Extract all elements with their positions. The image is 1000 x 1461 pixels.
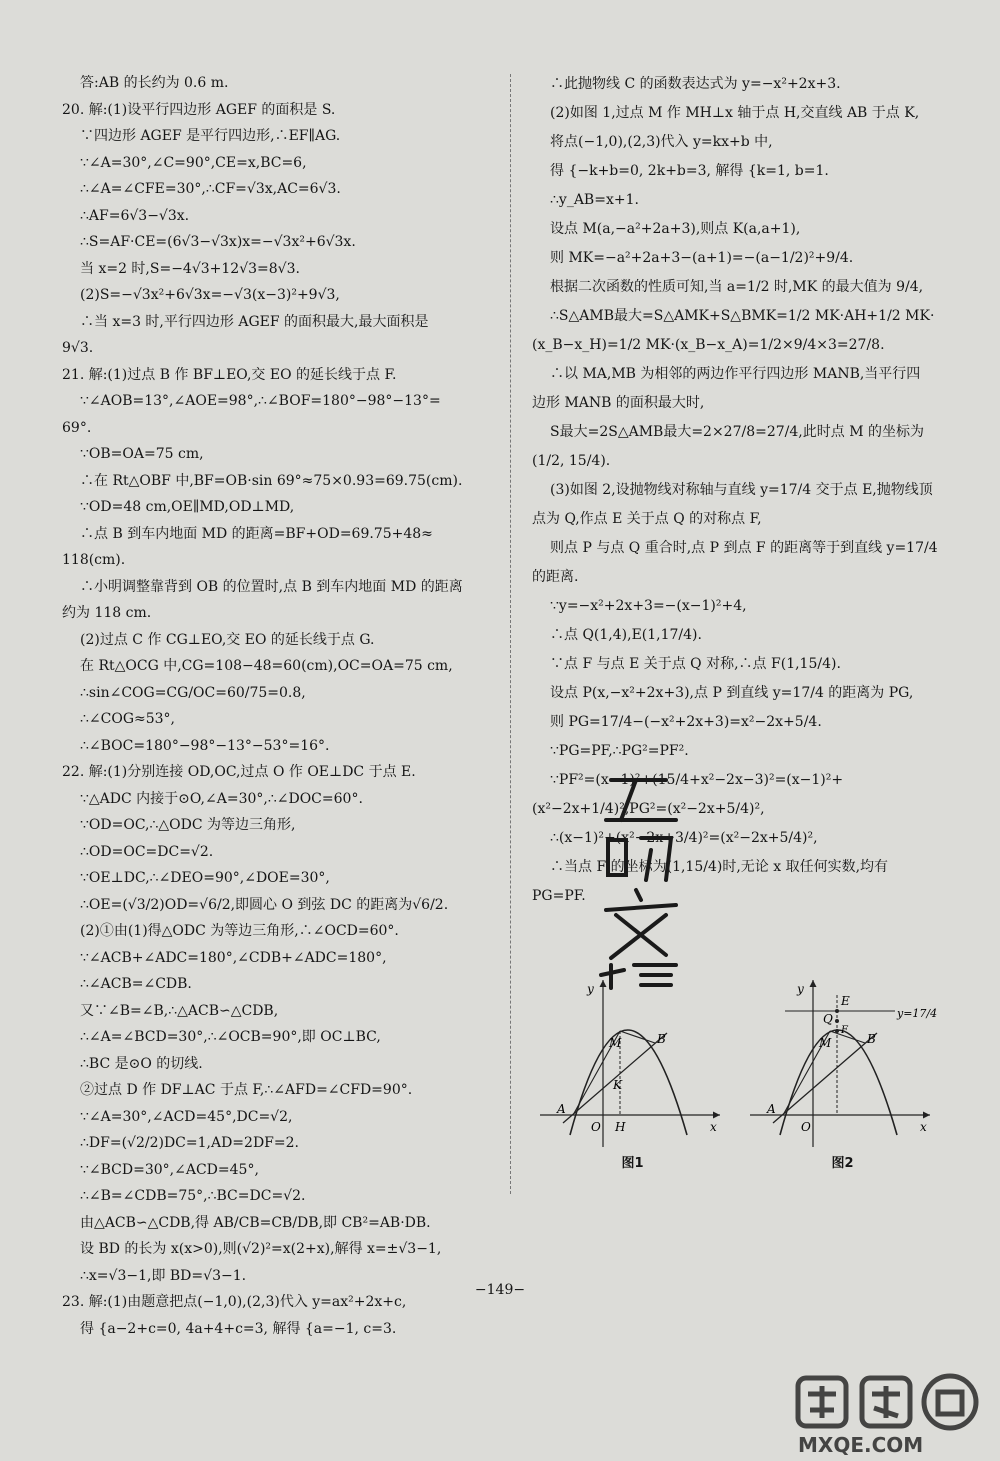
left-column-line: ∴S=AF·CE=(6√3−√3x)x=−√3x²+6√3x.: [80, 234, 356, 250]
label-m: M: [609, 1036, 622, 1050]
right-column-line: S最大=2S△AMB最大=2×27/8=27/4,此时点 M 的坐标为: [550, 424, 924, 440]
right-column-line: 得 {−k+b=0, 2k+b=3, 解得 {k=1, b=1.: [550, 163, 829, 179]
right-column-line: (x²−2x+1/4)²,PG²=(x²−2x+5/4)²,: [532, 801, 765, 817]
left-column-line: ∴AF=6√3−√3x.: [80, 207, 190, 224]
left-column-line: ∵OB=OA=75 cm,: [80, 446, 204, 462]
handwritten-watermark: [596, 770, 686, 990]
left-column-line: ∴OE=(√3/2)OD=√6/2,即圆心 O 到弦 DC 的距离为√6/2.: [80, 896, 449, 913]
left-column-line: 118(cm).: [62, 552, 126, 568]
label-m: M: [819, 1036, 832, 1050]
left-column-line: ∴∠ACB=∠CDB.: [80, 976, 192, 992]
right-column-line: ∵y=−x²+2x+3=−(x−1)²+4,: [550, 598, 747, 614]
left-column-line: ∵∠A=30°,∠ACD=45°,DC=√2,: [80, 1108, 293, 1125]
left-column-line: ∴当 x=3 时,平行四边形 AGEF 的面积最大,最大面积是: [80, 313, 429, 330]
label-b: B: [867, 1032, 876, 1046]
right-column-line: 则 MK=−a²+2a+3−(a+1)=−(a−1/2)²+9/4.: [550, 250, 854, 266]
left-column-line: ∴sin∠COG=CG/OC=60/75=0.8,: [80, 684, 306, 701]
label-y: y: [587, 982, 594, 996]
right-column-line: 边形 MANB 的面积最大时,: [532, 395, 705, 411]
left-column-line: ∴DF=(√2/2)DC=1,AD=2DF=2.: [80, 1135, 299, 1151]
figure-1-caption: 图1: [621, 1156, 644, 1171]
left-column-line: ∵∠ACB+∠ADC=180°,∠CDB+∠ADC=180°,: [80, 949, 387, 966]
label-e: E: [841, 994, 850, 1008]
left-column: [62, 70, 502, 1342]
label-k: K: [613, 1078, 622, 1092]
right-column-line: ∴以 MA,MB 为相邻的两边作平行四边形 MANB,当平行四: [550, 366, 921, 382]
left-column-line: ∵△ADC 内接于⊙O,∠A=30°,∴∠DOC=60°.: [80, 790, 363, 807]
label-o: O: [801, 1120, 811, 1134]
figure-1-graph: [535, 975, 730, 1150]
parabola-curve: [570, 1030, 687, 1135]
point-e: [835, 1009, 839, 1013]
left-column-line: ∴∠A=∠CFE=30°,∴CF=√3x,AC=6√3.: [80, 181, 341, 197]
column-divider: [510, 74, 511, 1194]
right-column-line: 则 PG=17/4−(−x²+2x+3)=x²−2x+5/4.: [550, 714, 822, 730]
left-column-line: ∴OD=OC=DC=√2.: [80, 843, 214, 860]
label-b: B: [657, 1032, 666, 1046]
label-y: y: [797, 982, 804, 996]
left-column-line: 69°.: [62, 419, 92, 436]
left-column-line: ∵四边形 AGEF 是平行四边形,∴EF∥AG.: [80, 128, 341, 144]
left-column-line: ②过点 D 作 DF⊥AC 于点 F,∴∠AFD=∠CFD=90°.: [80, 1082, 413, 1098]
right-column-line: 将点(−1,0),(2,3)代入 y=kx+b 中,: [550, 134, 773, 150]
point-q: [835, 1019, 839, 1023]
right-column-line: ∴此抛物线 C 的函数表达式为 y=−x²+2x+3.: [550, 76, 841, 92]
right-column-line: PG=PF.: [532, 888, 586, 904]
parabola-curve: [780, 1030, 897, 1135]
figure-1: [535, 975, 730, 1170]
figure-2-caption: 图2: [831, 1156, 854, 1171]
figure-2: [745, 975, 940, 1170]
left-column-line: ∴BC 是⊙O 的切线.: [80, 1055, 203, 1072]
right-column: [532, 70, 952, 911]
svg-text:MXQE.COM: MXQE.COM: [798, 1433, 924, 1457]
right-column-line: 根据二次函数的性质可知,当 a=1/2 时,MK 的最大值为 9/4,: [550, 279, 924, 295]
label-a: A: [767, 1102, 776, 1116]
left-column-line: ∴∠COG≈53°,: [80, 711, 176, 727]
right-column-line: 设点 M(a,−a²+2a+3),则点 K(a,a+1),: [550, 221, 801, 237]
left-column-line: ∴x=√3−1,即 BD=√3−1.: [80, 1267, 247, 1284]
label-o: O: [591, 1120, 601, 1134]
right-column-line: ∴S△AMB最大=S△AMK+S△BMK=1/2 MK·AH+1/2 MK·: [550, 308, 935, 324]
right-column-line: ∴(x−1)²+(x²−2x+3/4)²=(x²−2x+5/4)²,: [550, 830, 818, 846]
left-column-line: ∴∠BOC=180°−98°−13°−53°=16°.: [80, 737, 330, 754]
right-column-line: 则点 P 与点 Q 重合时,点 P 到点 F 的距离等于到直线 y=17/4: [550, 540, 938, 556]
left-column-line: 22. 解:(1)分别连接 OD,OC,过点 O 作 OE⊥DC 于点 E.: [62, 764, 416, 780]
left-column-line: ∴小明调整靠背到 OB 的位置时,点 B 到车内地面 MD 的距离: [80, 578, 463, 595]
label-f: F: [841, 1025, 848, 1036]
label-x: x: [710, 1120, 717, 1134]
right-column-line: (2)如图 1,过点 M 作 MH⊥x 轴于点 H,交直线 AB 于点 K,: [550, 105, 920, 121]
right-column-line: 的距离.: [532, 569, 579, 585]
left-column-line: (2)①由(1)得△ODC 为等边三角形,∴∠OCD=60°.: [80, 923, 399, 939]
page-number: −149−: [474, 1282, 526, 1298]
left-column-line: 23. 解:(1)由题意把点(−1,0),(2,3)代入 y=ax²+2x+c,: [62, 1294, 407, 1310]
right-column-line: ∴当点 F 的坐标为(1,15/4)时,无论 x 取任何实数,均有: [550, 859, 889, 875]
left-column-line: 约为 118 cm.: [62, 605, 152, 621]
label-h: H: [615, 1120, 626, 1134]
left-column-line: 当 x=2 时,S=−4√3+12√3=8√3.: [80, 260, 300, 277]
left-column-line: 21. 解:(1)过点 B 作 BF⊥EO,交 EO 的延长线于点 F.: [62, 366, 397, 383]
right-column-line: ∴y_AB=x+1.: [550, 192, 639, 208]
left-column-line: 得 {a−2+c=0, 4a+4+c=3, 解得 {a=−1, c=3.: [80, 1320, 397, 1337]
label-line: y=17/4: [897, 1007, 938, 1020]
left-column-line: 20. 解:(1)设平行四边形 AGEF 的面积是 S.: [62, 101, 336, 118]
right-column-line: (1/2, 15/4).: [532, 453, 611, 469]
right-column-line: ∴点 Q(1,4),E(1,17/4).: [550, 627, 702, 643]
right-column-line: 设点 P(x,−x²+2x+3),点 P 到直线 y=17/4 的距离为 PG,: [550, 685, 914, 701]
label-a: A: [557, 1102, 566, 1116]
left-column-line: 设 BD 的长为 x(x>0),则(√2)²=x(2+x),解得 x=±√3−1,: [80, 1241, 442, 1257]
figure-2-graph: [745, 975, 940, 1150]
label-x: x: [920, 1120, 927, 1134]
site-logo-watermark: [790, 1372, 990, 1457]
left-column-line: ∴点 B 到车内地面 MD 的距离=BF+OD=69.75+48≈: [80, 525, 433, 542]
left-column-line: ∵OE⊥DC,∴∠DEO=90°,∠DOE=30°,: [80, 870, 330, 886]
left-column-line: (2)S=−√3x²+6√3x=−√3(x−3)²+9√3,: [80, 287, 340, 303]
left-column-line: 又∵∠B=∠B,∴△ACB∽△CDB,: [80, 1002, 279, 1019]
right-column-line: ∵PG=PF,∴PG²=PF².: [550, 743, 689, 759]
left-column-line: 在 Rt△OCG 中,CG=108−48=60(cm),OC=OA=75 cm,: [80, 658, 453, 674]
right-column-line: ∵PF²=(x−1)²+(15/4+x²−2x−3)²=(x−1)²+: [550, 772, 844, 788]
left-column-line: ∴∠A=∠BCD=30°,∴∠OCB=90°,即 OC⊥BC,: [80, 1029, 381, 1045]
left-column-line: ∴在 Rt△OBF 中,BF=OB·sin 69°≈75×0.93=69.75(cm).: [80, 472, 463, 489]
left-column-line: ∵∠BCD=30°,∠ACD=45°,: [80, 1161, 259, 1178]
left-column-line: 9√3.: [62, 340, 94, 356]
right-column-line: (x_B−x_H)=1/2 MK·(x_B−x_A)=1/2×9/4×3=27/8.: [532, 337, 885, 353]
right-column-line: (3)如图 2,设抛物线对称轴与直线 y=17/4 交于点 E,抛物线顶: [550, 482, 933, 498]
right-column-line: ∵点 F 与点 E 关于点 Q 对称,∴点 F(1,15/4).: [550, 656, 841, 672]
left-column-line: ∵OD=48 cm,OE∥MD,OD⊥MD,: [80, 499, 295, 515]
left-column-line: ∵OD=OC,∴△ODC 为等边三角形,: [80, 817, 296, 833]
left-column-line: 由△ACB∽△CDB,得 AB/CB=CB/DB,即 CB²=AB·DB.: [80, 1214, 431, 1231]
left-column-line: (2)过点 C 作 CG⊥EO,交 EO 的延长线于点 G.: [80, 631, 375, 648]
left-column-line: ∴∠B=∠CDB=75°,∴BC=DC=√2.: [80, 1188, 306, 1204]
left-column-line: 答:AB 的长约为 0.6 m.: [80, 75, 229, 91]
left-column-line: ∵∠AOB=13°,∠AOE=98°,∴∠BOF=180°−98°−13°=: [80, 393, 441, 409]
right-column-line: 点为 Q,作点 E 关于点 Q 的对称点 F,: [532, 511, 762, 527]
left-column-line: ∵∠A=30°,∠C=90°,CE=x,BC=6,: [80, 154, 307, 171]
point-f: [835, 1029, 839, 1033]
label-q: Q: [823, 1012, 833, 1026]
